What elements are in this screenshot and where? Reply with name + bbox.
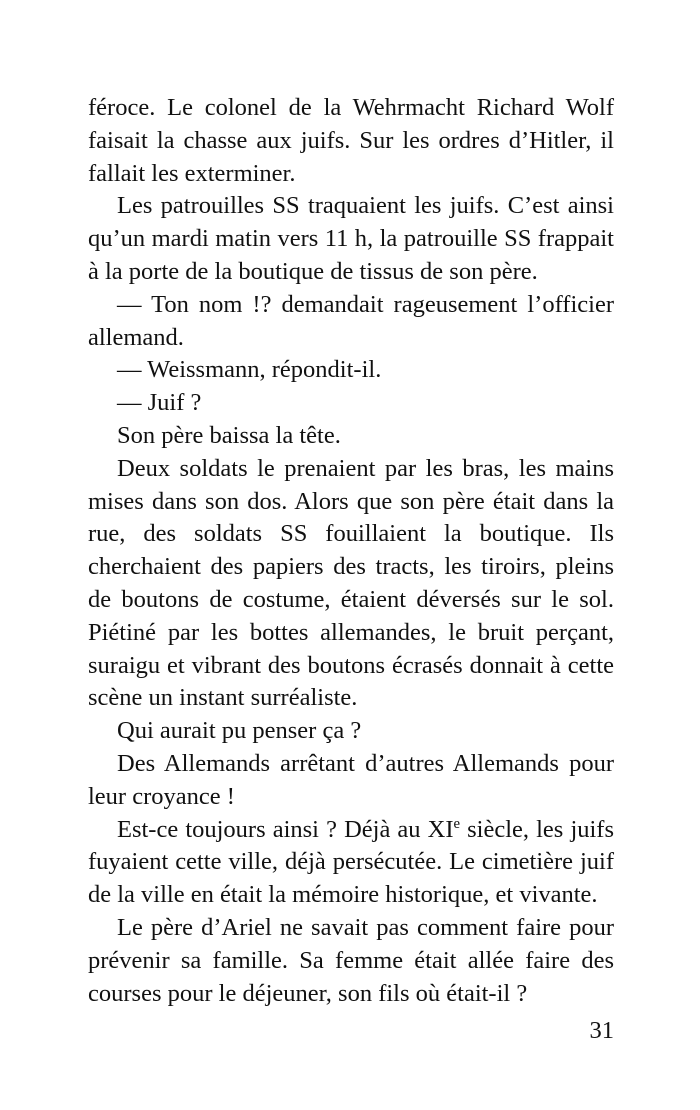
paragraph-text: siècle, les juifs fuyaient cette ville, déjà persécutée. Le cimetière juif de la ville en était la mémoire historique, et vivante. [88, 815, 614, 909]
paragraph: Les patrouilles SS traquaient les juifs. C’est ainsi qu’un mardi matin vers 11 h, la patrouille SS frappait à la porte de la boutique de tissus de son père. [88, 192, 614, 285]
century-superscript: e [453, 815, 461, 832]
paragraph-continuation: féroce. Le colonel de la Wehrmacht Richard Wolf faisait la chasse aux juifs. Sur les ordres d’Hitler, il fallait les exterminer. [88, 94, 614, 187]
paragraph: Qui aurait pu penser ça ? [117, 717, 362, 745]
paragraph: Deux soldats le prenaient par les bras, les mains mises dans son dos. Alors que son père était dans la rue, des soldats SS fouillaient la boutique. Ils cherchaient des papiers des tracts, les tiroirs, pleins de boutons de costume, étaient déversés sur le sol. Piétiné par les bottes allemandes, le bruit perçant, suraigu et vibrant des boutons écrasés donnait à cette scène un instant surréaliste. [88, 454, 614, 712]
dialogue-line: — Weissmann, répondit-il. [117, 356, 382, 384]
paragraph: Le père d’Ariel ne savait pas comment faire pour prévenir sa famille. Sa femme était allée faire des courses pour le déjeuner, son fils où était-il ? [88, 913, 614, 1007]
page-number: 31 [589, 1017, 614, 1044]
dialogue-line: — Juif ? [117, 389, 202, 417]
paragraph: Son père baissa la tête. [117, 421, 341, 449]
paragraph: Des Allemands arrêtant d’autres Allemands pour leur croyance ! [88, 749, 614, 810]
paragraph [88, 814, 614, 912]
body-text [88, 92, 614, 1010]
paragraph-text: Est-ce toujours ainsi ? Déjà au XI [117, 815, 454, 843]
dialogue-line: — Ton nom !? demandait rageusement l’officier allemand. [88, 290, 614, 351]
